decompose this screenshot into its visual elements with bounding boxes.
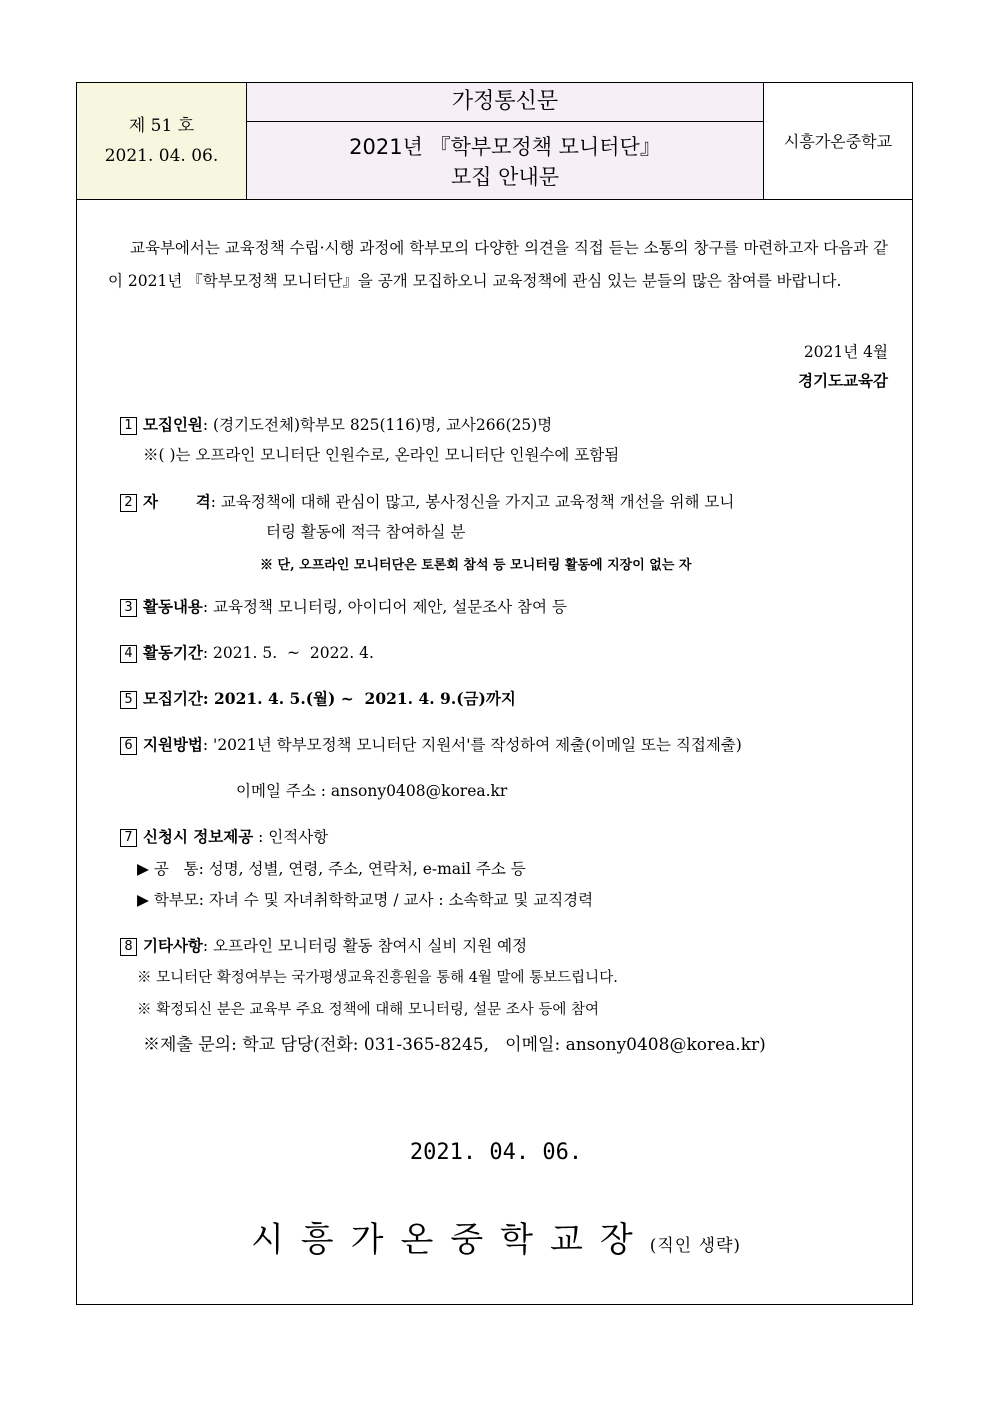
section-label: 모집인원 — [143, 415, 203, 434]
section-number: 5 — [120, 691, 137, 709]
section-2-note: ※ 단, 오프라인 모니터단은 토론회 참석 등 모니터링 활동에 지장이 없는 자 — [260, 558, 692, 573]
section-value: : 2021. 5. ~ 2022. 4. — [202, 644, 374, 662]
section-2 — [120, 490, 734, 512]
doc-subtitle — [247, 122, 763, 192]
intro-paragraph — [108, 232, 888, 298]
principal-name: 시흥가온중학교장 — [250, 1220, 650, 1260]
section-number: 3 — [120, 599, 137, 617]
principal-signature — [0, 1212, 992, 1261]
intro-date: 2021년 4월 — [803, 343, 888, 361]
section-value: : 오프라인 모니터링 활동 참여시 실비 지원 예정 — [202, 937, 528, 955]
issue-date: 2021. 04. 06. — [104, 146, 219, 166]
section-value: : (경기도전체)학부모 825(116)명, 교사266(25)명 — [202, 416, 553, 434]
seal-note: (직인 생략) — [649, 1236, 742, 1256]
subtitle-line1: 2021년 『학부모정책 모니터단』 — [349, 135, 661, 159]
section-7-item-common: ▶ 공 통: 성명, 성별, 연령, 주소, 연락처, e-mail 주소 등 — [137, 860, 526, 878]
section-number: 2 — [120, 494, 137, 512]
section-number: 7 — [120, 829, 137, 847]
section-number: 4 — [120, 645, 137, 663]
subtitle-line2: 모집 안내문 — [450, 165, 560, 189]
section-value: : 2021. 4. 5.(월) ~ 2021. 4. 9.(금)까지 — [202, 689, 516, 708]
section-5 — [120, 687, 516, 709]
section-6-email: 이메일 주소 : ansony0408@korea.kr — [236, 782, 508, 800]
section-value: : 인적사항 — [253, 828, 329, 846]
section-label: 활동기간 — [143, 643, 203, 662]
footer-date: 2021. 04. 06. — [409, 1140, 583, 1165]
section-label: 자 격 — [143, 492, 211, 511]
section-2-value-cont: 터링 활동에 적극 참여하실 분 — [266, 523, 466, 541]
title-cell — [247, 83, 763, 199]
section-label: 신청시 정보제공 — [143, 827, 254, 846]
section-1 — [120, 413, 552, 435]
section-7-item-parent: ▶ 학부모: 자녀 수 및 자녀취학학교명 / 교사 : 소속학교 및 교직경력 — [137, 891, 594, 909]
section-value: : '2021년 학부모정책 모니터단 지원서'를 작성하여 제출(이메일 또는 직접제출) — [202, 736, 742, 754]
section-value: : 교육정책 모니터링, 아이디어 제안, 설문조사 참여 등 — [202, 598, 567, 616]
intro-issuer: 경기도교육감 — [798, 371, 888, 390]
issue-number: 제 51 호 — [128, 116, 195, 136]
school-name: 시흥가온중학교 — [763, 83, 912, 199]
intro-text: 교육부에서는 교육정책 수립·시행 과정에 학부모의 다양한 의견을 직접 듣는 소통의 창구를 마련하고자 다음과 같이 2021년 『학부모정책 모니터단』을 공개 모집하오니 교육정책에 관심 있는 분들의 많은 참여를 바랍니다. — [108, 239, 888, 290]
section-6 — [120, 733, 742, 755]
section-label: 활동내용 — [143, 597, 203, 616]
section-label: 모집기간 — [143, 689, 203, 708]
section-number: 1 — [120, 417, 137, 435]
section-8 — [120, 934, 527, 956]
section-number: 6 — [120, 737, 137, 755]
doc-title: 가정통신문 — [247, 83, 763, 122]
section-8-contact: ※제출 문의: 학교 담당(전화: 031-365-8245, 이메일: ansony0408@korea.kr) — [143, 1035, 766, 1055]
section-1-note: ※( )는 오프라인 모니터단 인원수로, 온라인 모니터단 인원수에 포함됨 — [143, 446, 620, 464]
section-8-note1: ※ 모니터단 확정여부는 국가평생교육진흥원을 통해 4월 말에 통보드립니다. — [137, 970, 618, 986]
section-8-note2: ※ 확정되신 분은 교육부 주요 정책에 대해 모니터링, 설문 조사 등에 참여 — [137, 1002, 600, 1018]
issue-cell — [77, 83, 247, 199]
header-table — [77, 83, 912, 200]
section-label: 지원방법 — [143, 735, 203, 754]
section-number: 8 — [120, 938, 137, 956]
section-4 — [120, 641, 374, 663]
section-7 — [120, 825, 328, 847]
section-value: : 교육정책에 대해 관심이 많고, 봉사정신을 가지고 교육정책 개선을 위해 모니 — [210, 493, 735, 511]
section-label: 기타사항 — [143, 936, 203, 955]
section-3 — [120, 595, 567, 617]
